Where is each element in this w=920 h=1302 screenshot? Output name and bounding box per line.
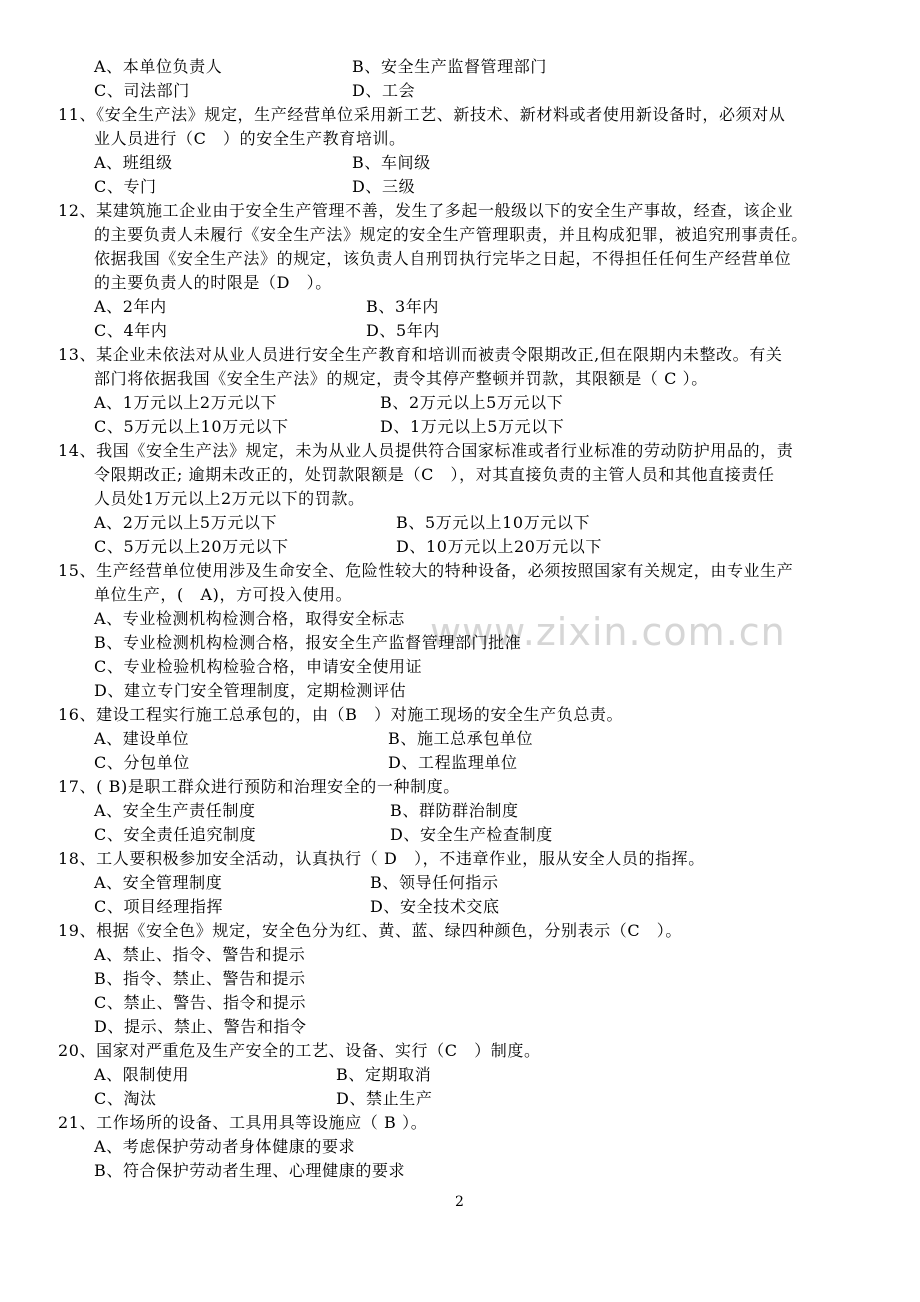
option: B、定期取消 [336, 1065, 432, 1084]
question-text: 的主要负责人未履行《安全生产法》规定的安全生产管理职责，并且构成犯罪，被追究刑事责任。 [94, 225, 808, 244]
option: B、安全生产监督管理部门 [352, 57, 547, 76]
option: B、2万元以上5万元以下 [380, 393, 564, 412]
option: D、提示、禁止、警告和指令 [94, 1017, 307, 1036]
question-16: 16、建设工程实行施工总承包的，由（B ）对施工现场的安全生产负总责。 [58, 705, 624, 724]
option: C、专门 [94, 177, 157, 196]
option: C、安全责任追究制度 [94, 825, 257, 844]
option: D、安全生产检查制度 [390, 825, 553, 844]
question-text: 的主要负责人的时限是（D ）。 [94, 273, 332, 292]
question-13: 13、某企业未依法对从业人员进行安全生产教育和培训而被责令限期改正,但在限期内未整改。有关 [58, 345, 783, 364]
question-text: 部门将依据我国《安全生产法》的规定，责令其停产整顿并罚款，其限额是（ C ）。 [94, 369, 708, 388]
option: D、建立专门安全管理制度，定期检测评估 [94, 681, 407, 700]
option: C、司法部门 [94, 81, 190, 100]
question-20: 20、国家对严重危及生产安全的工艺、设备、实行（C ）制度。 [58, 1041, 541, 1060]
option: A、2万元以上5万元以下 [94, 513, 278, 532]
option: A、班组级 [94, 153, 173, 172]
question-11: 11、《安全生产法》规定，生产经营单位采用新工艺、新技术、新材料或者使用新设备时，必须对从 [58, 105, 786, 124]
question-text: 令限期改正; 逾期未改正的，处罚款限额是（C ），对其直接负责的主管人员和其他直接责任 [94, 465, 775, 484]
question-18: 18、工人要积极参加安全活动，认真执行（ D ），不违章作业，服从安全人员的指挥。 [58, 849, 705, 868]
watermark: www.zixin.com.cn [430, 610, 786, 654]
option: D、工会 [352, 81, 416, 100]
option: B、施工总承包单位 [388, 729, 534, 748]
option: C、5万元以上20万元以下 [94, 537, 289, 556]
question-14: 14、我国《安全生产法》规定，未为从业人员提供符合国家标准或者行业标准的劳动防护用品的，责 [58, 441, 794, 460]
option: B、符合保护劳动者生理、心理健康的要求 [94, 1161, 406, 1180]
option: B、3年内 [366, 297, 439, 316]
option: C、禁止、警告、指令和提示 [94, 993, 307, 1012]
option: A、安全管理制度 [94, 873, 223, 892]
question-text: 人员处1万元以上2万元以下的罚款。 [94, 489, 365, 508]
option: A、考虑保护劳动者身体健康的要求 [94, 1137, 356, 1156]
option: C、分包单位 [94, 753, 190, 772]
option: C、4年内 [94, 321, 168, 340]
option: D、禁止生产 [336, 1089, 433, 1108]
option: A、建设单位 [94, 729, 190, 748]
option: A、限制使用 [94, 1065, 190, 1084]
option: A、本单位负责人 [94, 57, 223, 76]
option: A、禁止、指令、警告和提示 [94, 945, 306, 964]
question-12: 12、某建筑施工企业由于安全生产管理不善，发生了多起一般级以下的安全生产事故，经查，该企业 [58, 201, 794, 220]
option: A、1万元以上2万元以下 [94, 393, 278, 412]
option: B、车间级 [352, 153, 431, 172]
option: A、2年内 [94, 297, 167, 316]
question-15: 15、生产经营单位使用涉及生命安全、危险性较大的特种设备，必须按照国家有关规定，由专业生产 [58, 561, 794, 580]
question-text: 依据我国《安全生产法》的规定，该负责人自刑罚执行完毕之日起，不得担任任何生产经营单位 [94, 249, 792, 268]
question-21: 21、工作场所的设备、工具用具等设施应（ B ）。 [58, 1113, 428, 1132]
question-text: 业人员进行（C ）的安全生产教育培训。 [94, 129, 406, 148]
option: A、安全生产责任制度 [94, 801, 256, 820]
option: D、三级 [352, 177, 416, 196]
option: B、专业检测机构检测合格，报安全生产监督管理部门批准 [94, 633, 522, 652]
question-text: 单位生产，( A)，方可投入使用。 [94, 585, 353, 604]
option: C、专业检验机构检验合格，申请安全使用证 [94, 657, 423, 676]
option: B、群防群治制度 [390, 801, 519, 820]
option: C、5万元以上10万元以下 [94, 417, 289, 436]
question-17: 17、( B)是职工群众进行预防和治理安全的一种制度。 [58, 777, 460, 796]
option: C、项目经理指挥 [94, 897, 224, 916]
option: D、工程监理单位 [388, 753, 518, 772]
option: B、5万元以上10万元以下 [396, 513, 591, 532]
page-number: 2 [455, 1194, 464, 1210]
option: D、安全技术交底 [370, 897, 500, 916]
option: A、专业检测机构检测合格，取得安全标志 [94, 609, 405, 628]
option: B、领导任何指示 [370, 873, 499, 892]
option: B、指令、禁止、警告和提示 [94, 969, 306, 988]
option: C、淘汰 [94, 1089, 157, 1108]
question-19: 19、根据《安全色》规定，安全色分为红、黄、蓝、绿四种颜色，分别表示（C ）。 [58, 921, 683, 940]
option: D、1万元以上5万元以下 [380, 417, 565, 436]
option: D、10万元以上20万元以下 [396, 537, 602, 556]
option: D、5年内 [366, 321, 441, 340]
